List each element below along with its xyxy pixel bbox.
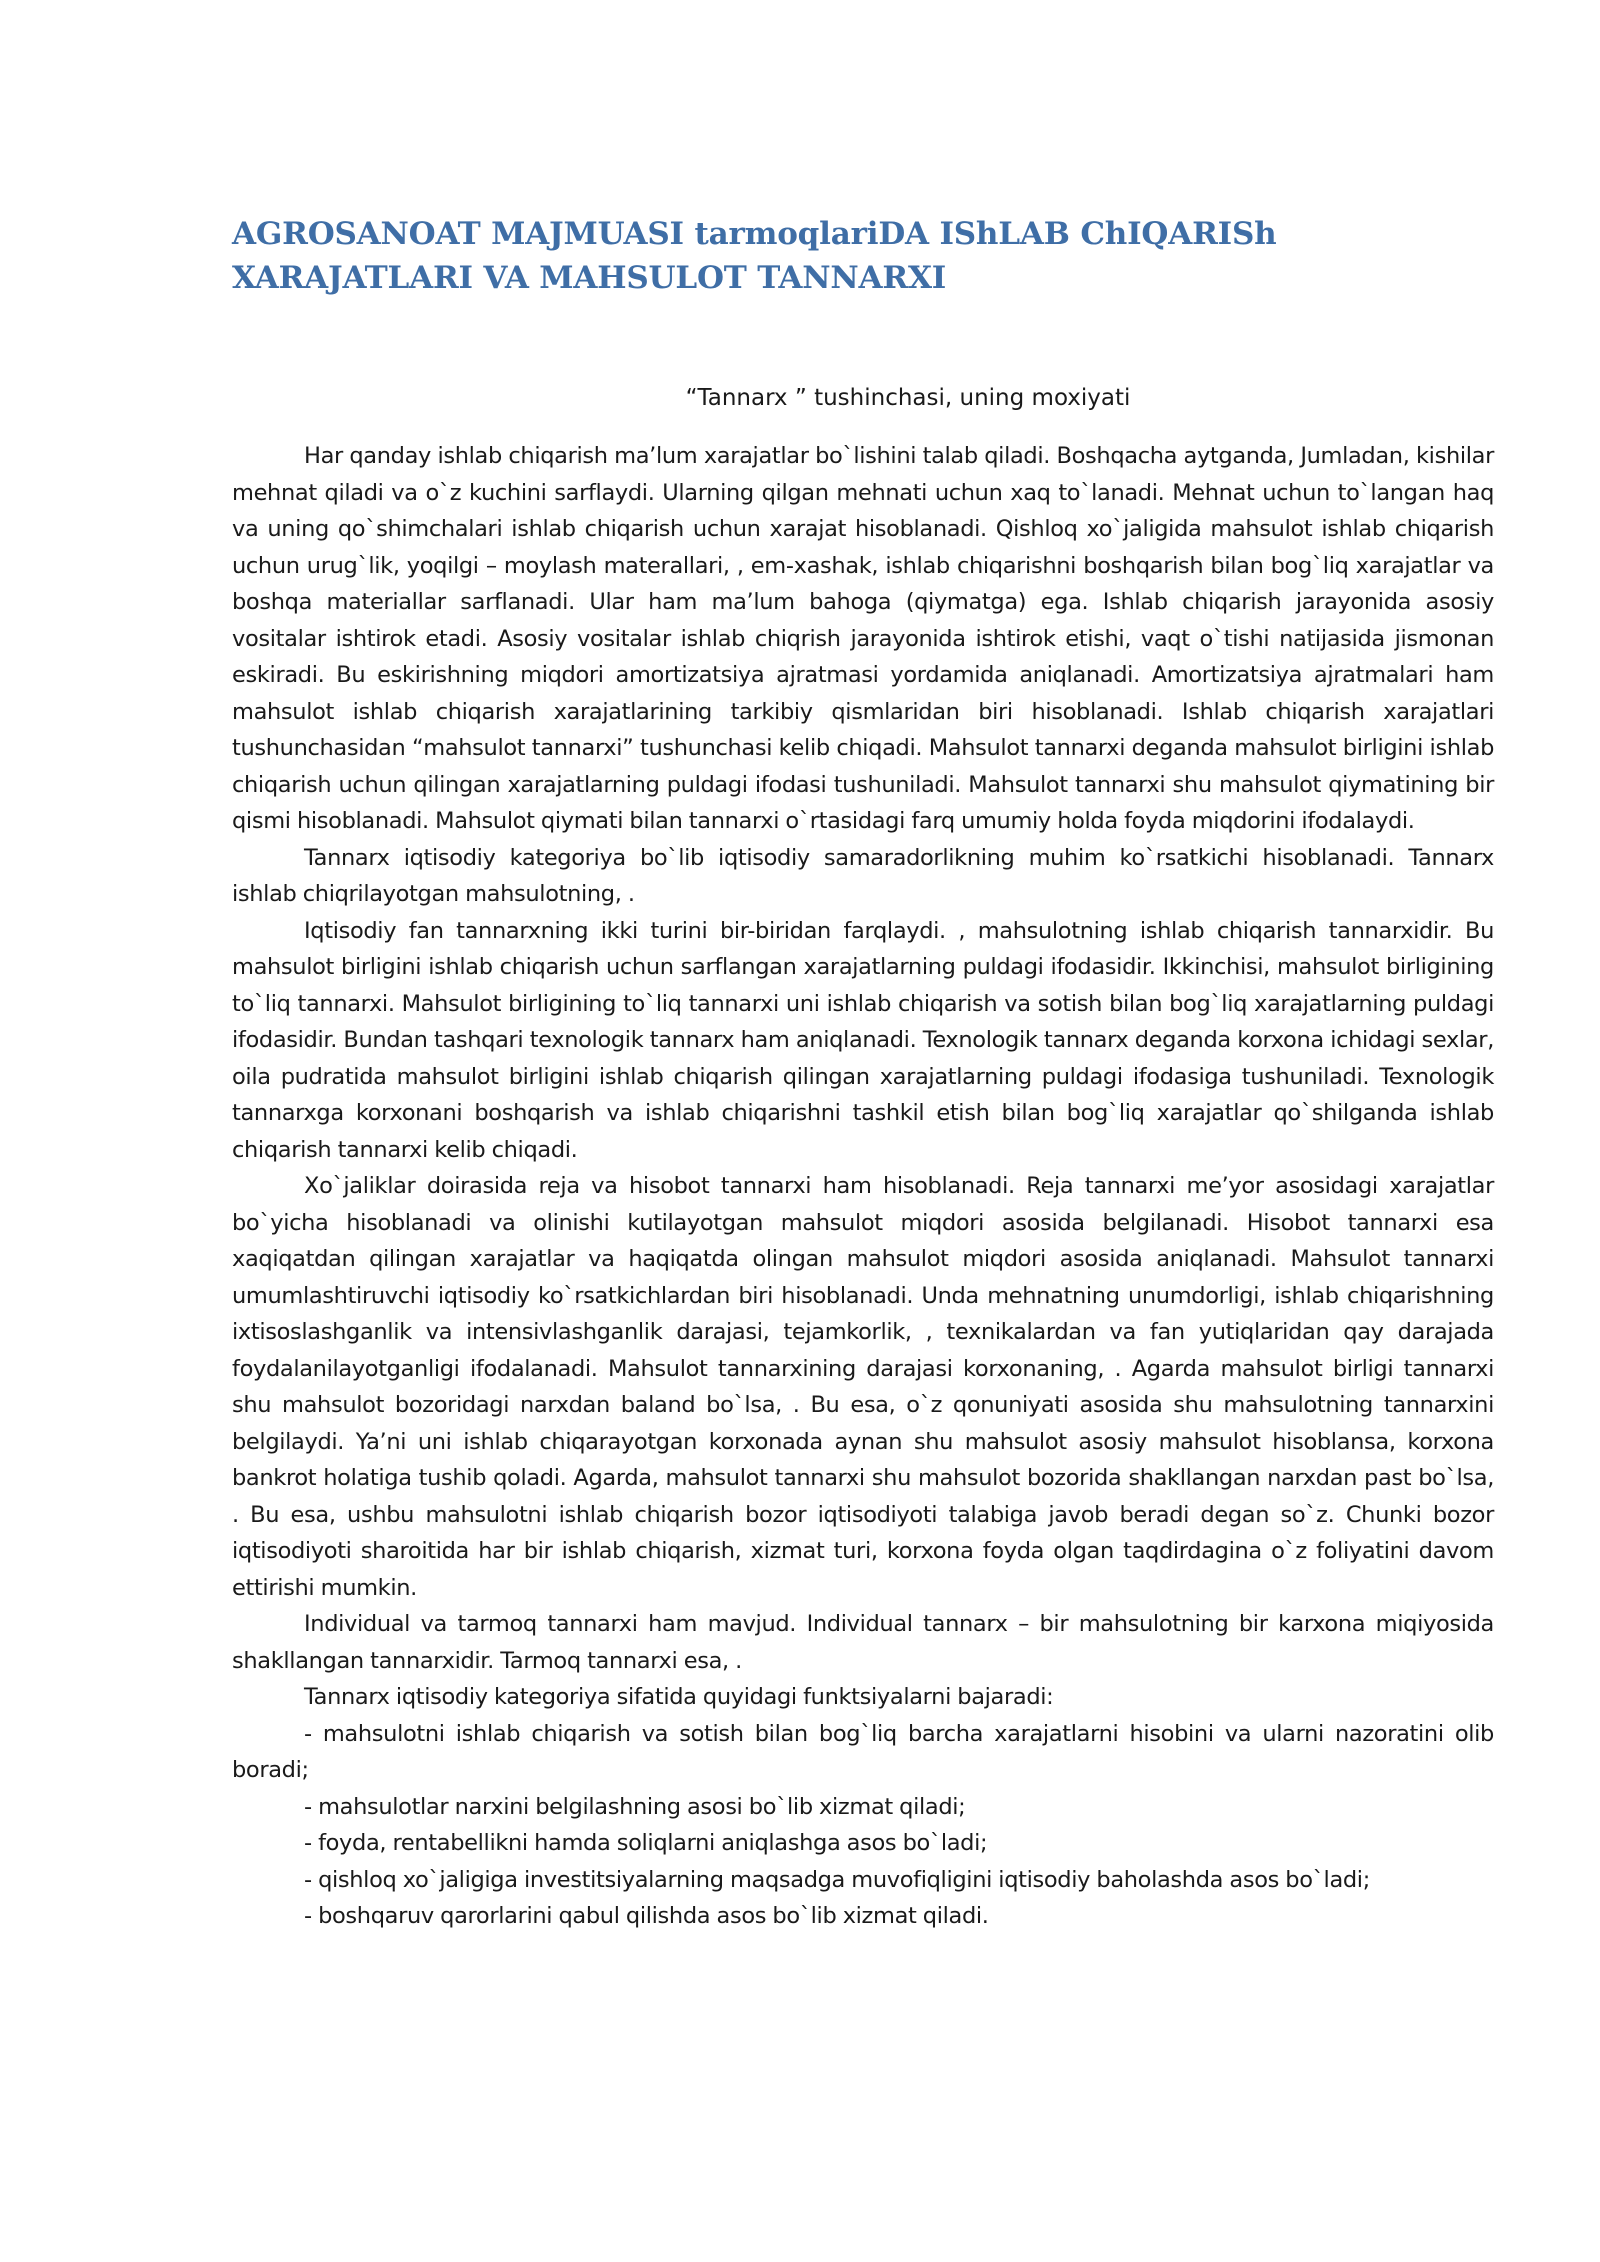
paragraph: Iqtisodiy fan tannarxning ikki turini bir-biridan farqlaydi. , mahsulotning ishlab chiqarish tannarxidir. Bu mahsulot birligini ishlab chiqarish uchun sarflangan xarajatlarning puldagi ifodasidir. Ikkinchisi, mahsulot birligining to`liq tannarxi. Mahsulot birligining to`liq tannarxi uni ishlab chiqarish va sotish bilan bog`liq xarajatlarning puldagi ifodasidir. Bundan tashqari texnologik tannarx ham aniqlanadi. Texnologik tannarx deganda korxona ichidagi sexlar, oila pudratida mahsulot birligini ishlab chiqarish qilingan xarajatlarning puldagi ifodasiga tushuniladi. Texnologik tannarxga korxonani boshqarish va ishlab chiqarishni tashkil etish bilan bog`liq xarajatlar qo`shilganda ishlab chiqarish tannarxi kelib chiqadi. — [232, 917, 1494, 1163]
list-item: - qishloq xo`jaligiga investitsiyalarning maqsadga muvofiqligini iqtisodiy baholashda asos bo`ladi; — [304, 1866, 1370, 1893]
list-item: - mahsulotlar narxini belgilashning asosi bo`lib xizmat qiladi; — [304, 1793, 966, 1820]
section-subtitle: “Tannarx ” tushinchasi, uning moxiyati — [685, 385, 1131, 411]
list-item: - boshqaruv qarorlarini qabul qilishda asos bo`lib xizmat qiladi. — [304, 1903, 989, 1929]
document-body — [232, 438, 1494, 1935]
paragraph: Tannarx iqtisodiy kategoriya bo`lib iqtisodiy samaradorlikning muhim ko`rsatkichi hisoblanadi. Tannarx ishlab chiqrilayotgan mahsulotning, . — [232, 844, 1494, 907]
paragraph: Individual va tarmoq tannarxi ham mavjud. Individual tannarx – bir mahsulotning bir karxona miqiyosida shakllangan tannarxidir. Tarmoq tannarxi esa, . — [232, 1611, 1494, 1674]
document-heading: AGROSANOAT MAJMUASI tarmoqlariDA IShLAB ChIQARISh XARAJATLARI VA MAHSULOT TANNARXI — [232, 216, 1277, 296]
list-item: - mahsulotni ishlab chiqarish va sotish bilan bog`liq barcha xarajatlarni hisobini va ularni nazoratini olib boradi; — [232, 1720, 1494, 1783]
document-page — [232, 212, 1494, 1935]
list-item: - foyda, rentabellikni hamda soliqlarni aniqlashga asos bo`ladi; — [304, 1830, 988, 1856]
paragraph: Tannarx iqtisodiy kategoriya sifatida quyidagi funktsiyalarni bajaradi: — [304, 1684, 1054, 1710]
paragraph: Har qanday ishlab chiqarish ma’lum xarajatlar bo`lishini talab qiladi. Boshqacha aytganda, Jumladan, kishilar mehnat qiladi va o`z kuchini sarflaydi. Ularning qilgan mehnati uchun xaq to`lanadi. Mehnat uchun to`langan haq va uning qo`shimchalari ishlab chiqarish uchun xarajat hisoblanadi. Qishloq xo`jaligida mahsulot ishlab chiqarish uchun urug`lik, yoqilgi – moylash materallari, , em-xashak, ishlab chiqarishni boshqarish bilan bog`liq xarajatlar va boshqa materiallar sarflanadi. Ular ham ma’lum bahoga (qiymatga) ega. Ishlab chiqarish jarayonida asosiy vositalar ishtirok etadi. Asosiy vositalar ishlab chiqrish jarayonida ishtirok etishi, vaqt o`tishi natijasida jismonan eskiradi. Bu eskirishning miqdori amortizatsiya ajratmasi yordamida aniqlanadi. Amortizatsiya ajratmalari ham mahsulot ishlab chiqarish xarajatlarining tarkibiy qismlaridan biri hisoblanadi. Ishlab chiqarish xarajatlari tushunchasidan “mahsulot tannarxi” tushunchasi kelib chiqadi. Mahsulot tannarxi deganda mahsulot birligini ishlab chiqarish uchun qilingan xarajatlarning puldagi ifodasi tushuniladi. Mahsulot tannarxi shu mahsulot qiymatining bir qismi hisoblanadi. Mahsulot qiymati bilan tannarxi o`rtasidagi farq umumiy holda foyda miqdorini ifodalaydi. — [232, 443, 1494, 834]
paragraph: Xo`jaliklar doirasida reja va hisobot tannarxi ham hisoblanadi. Reja tannarxi me’yor asosidagi xarajatlar bo`yicha hisoblanadi va olinishi kutilayotgan mahsulot miqdori asosida belgilanadi. Hisobot tannarxi esa xaqiqatdan qilingan xarajatlar va haqiqatda olingan mahsulot miqdori asosida aniqlanadi. Mahsulot tannarxi umumlashtiruvchi iqtisodiy ko`rsatkichlardan biri hisoblanadi. Unda mehnatning unumdorligi, ishlab chiqarishning ixtisoslashganlik va intensivlashganlik darajasi, tejamkorlik, , texnikalardan va fan yutiqlaridan qay darajada foydalanilayotganligi ifodalanadi. Mahsulot tannarxining darajasi korxonaning, . Agarda mahsulot birligi tannarxi shu mahsulot bozoridagi narxdan baland bo`lsa, . Bu esa, o`z qonuniyati asosida shu mahsulotning tannarxini belgilaydi. Ya’ni uni ishlab chiqarayotgan korxonada aynan shu mahsulot asosiy mahsulot hisoblansa, korxona bankrot holatiga tushib qoladi. Agarda, mahsulot tannarxi shu mahsulot bozorida shakllangan narxdan past bo`lsa, . Bu esa, ushbu mahsulotni ishlab chiqarish bozor iqtisodiyoti talabiga javob beradi degan so`z. Chunki bozor iqtisodiyoti sharoitida har bir ishlab chiqarish, xizmat turi, korxona foyda olgan taqdirdagina o`z foliyatini davom ettirishi mumkin. — [232, 1173, 1494, 1601]
